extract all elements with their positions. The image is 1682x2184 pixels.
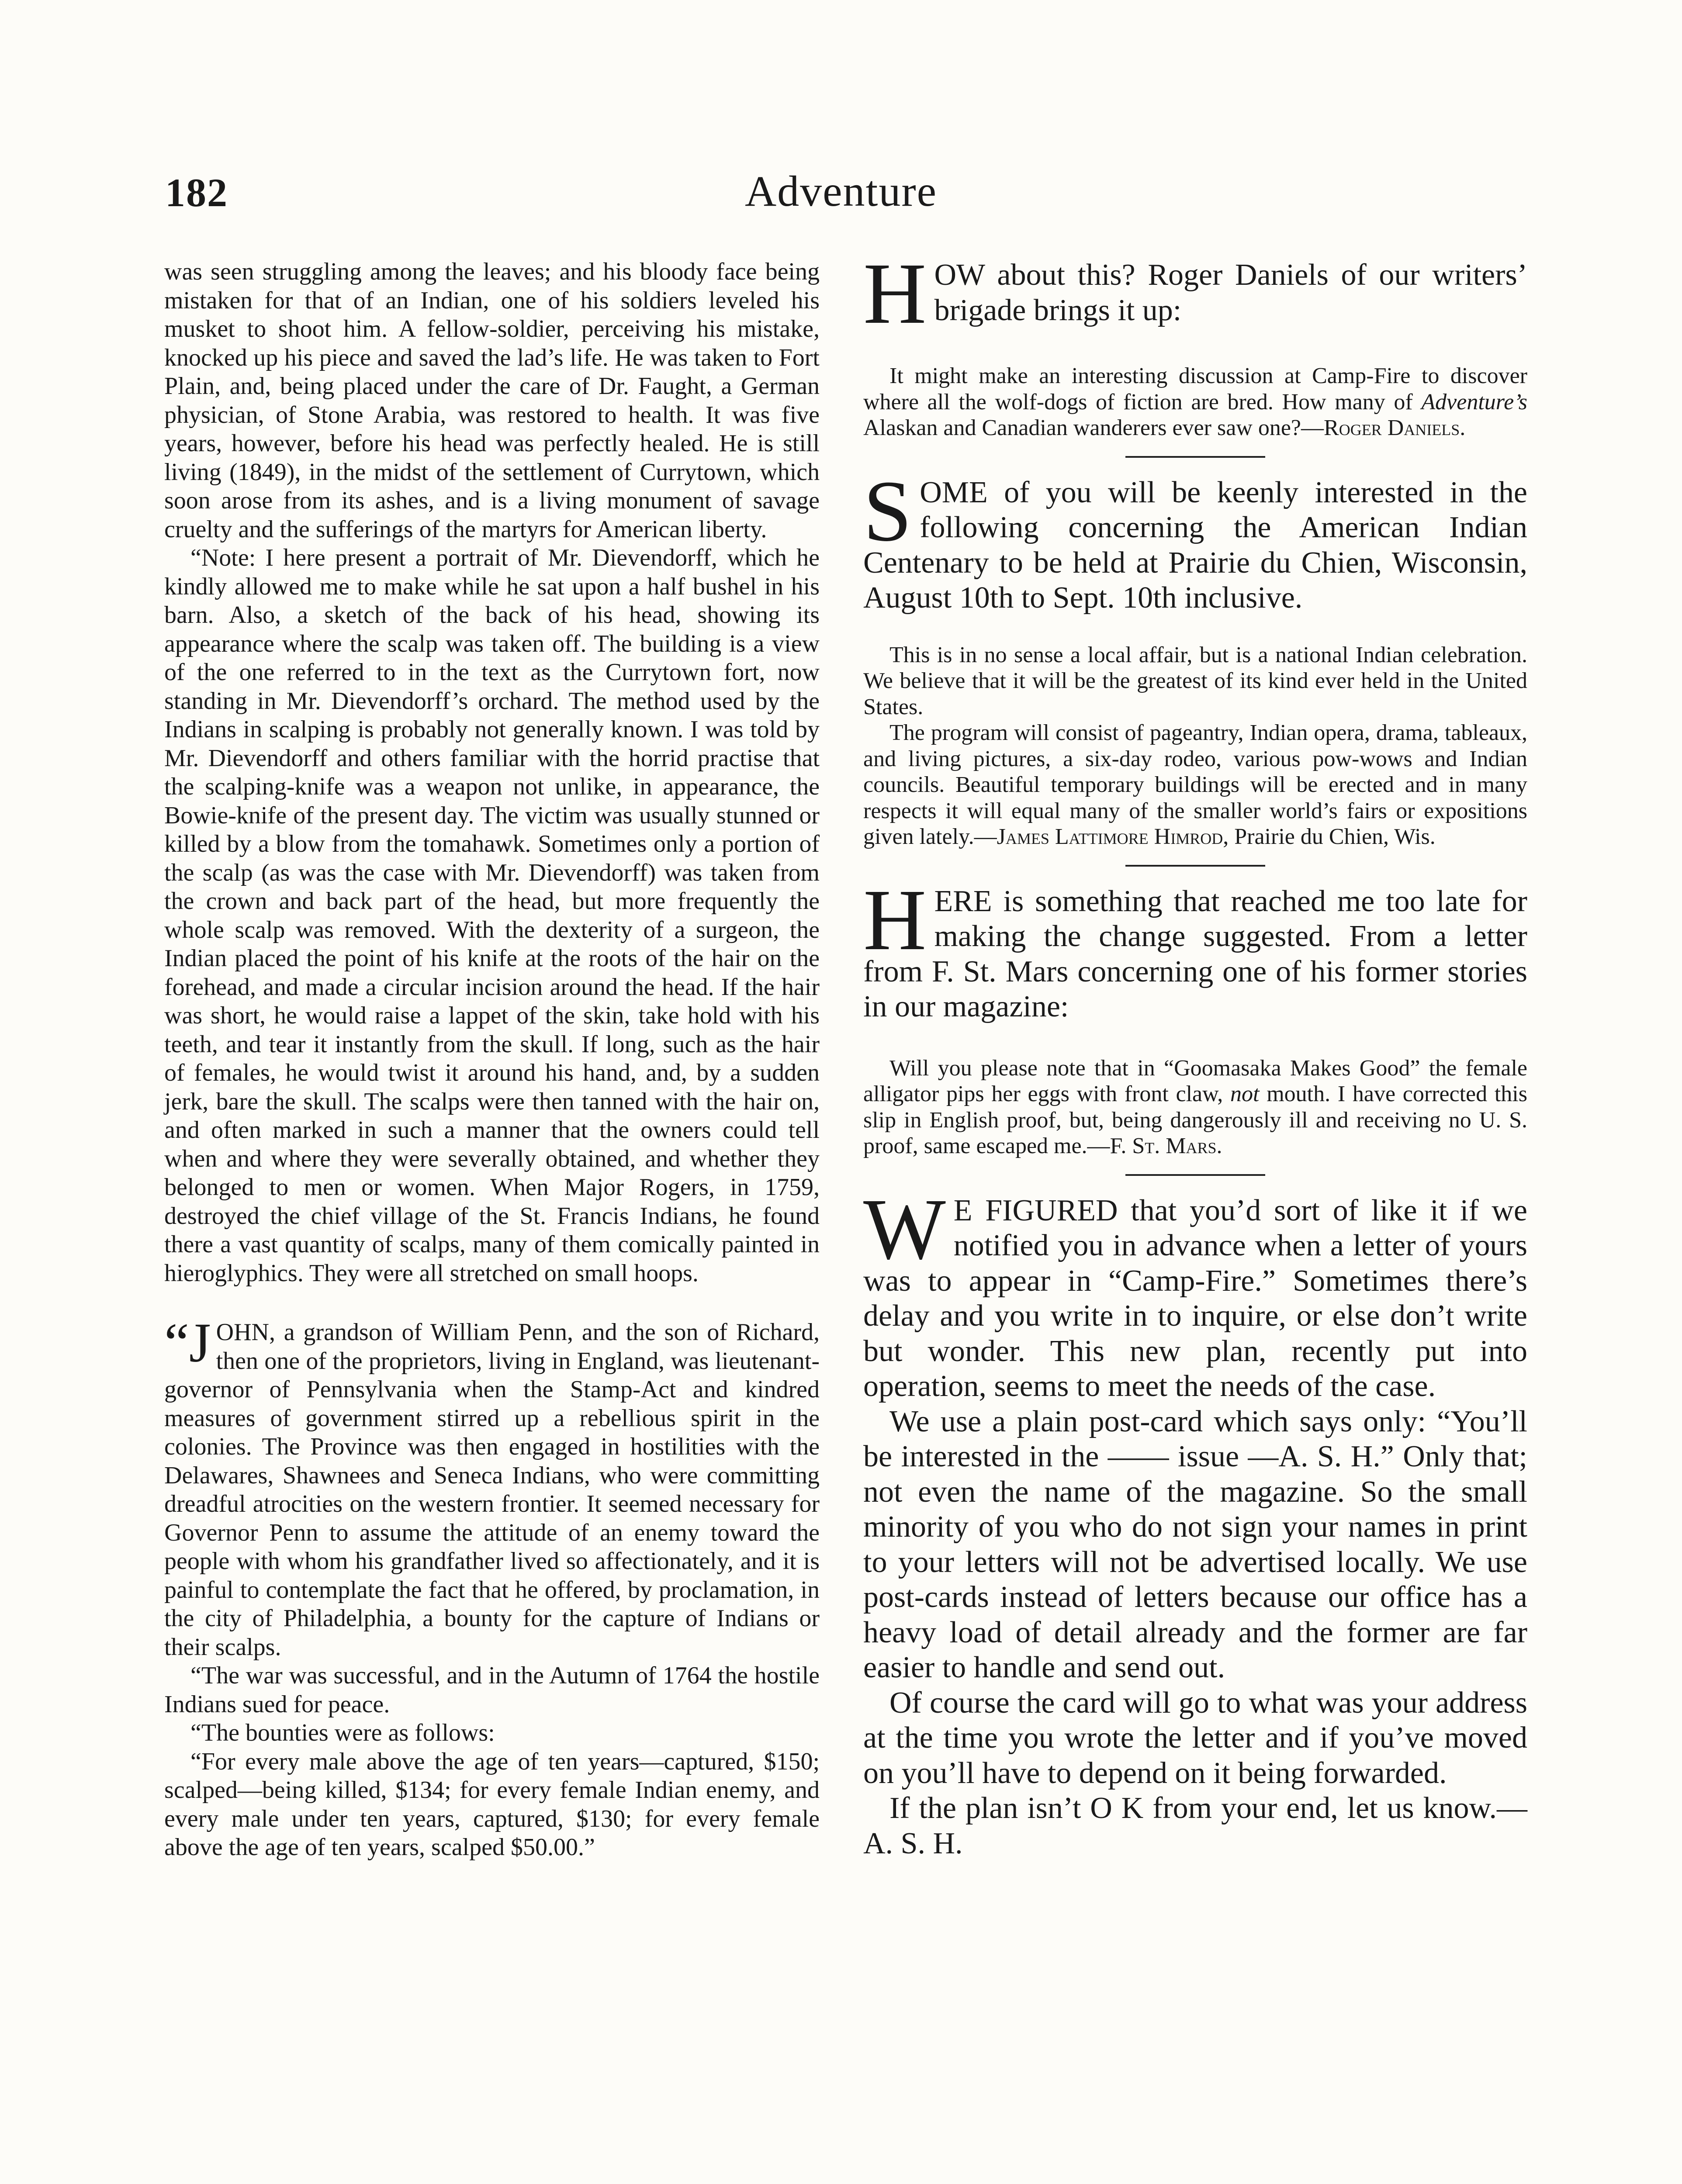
drop-cap: “J — [164, 1312, 211, 1374]
letter-quote — [863, 363, 1527, 441]
paragraph: “Note: I here present a portrait of Mr. Dievendorff, which he kindly allowed me to make while he sat upon a half bushel in his barn. Also, a sketch of the back of his head, showing its appearance where the scalp was taken off. The building is a view of the one referred to in the text as the Currytown fort, now standing in Mr. Dievendorff’s orchard. The method used by the Indians in scalping is probably not generally known. I was told by Mr. Dievendorff and others familiar with the horrid practise that the scalping-knife was a weapon not unlike, in appearance, the Bowie-knife of the present day. The victim was usually stunned or killed by a blow from the tomahawk. Sometimes only a portion of the scalp (as was the case with Mr. Dievendorff) was taken from the crown and back part of the head, but more frequently the whole scalp was removed. With the dexterity of a surgeon, the Indian placed the point of his knife at the roots of the hair on the forehead, and made a circular incision around the head. If the hair was short, he would raise a lappet of the skin, take hold with his teeth, and tear it instantly from the skull. If long, such as the hair of females, he would twist it around his hand, and, by a sudden jerk, bare the skull. The scalps were then tanned with the hair on, and often marked in such a manner that the owners could tell when and where they were severally obtained, and whether they belonged to men or women. When Major Rogers, in 1759, destroyed the chief village of the St. Francis Indians, he found there a vast quantity of scalps, many of them comically painted in hieroglyphics. They were all stretched on small hoops. — [164, 544, 820, 1287]
paragraph: “For every male above the age of ten years—captured, $150; scalped—being killed, $134; for every female Indian enemy, and every male under ten years, captured, $130; for every female above the age of ten years, scalped $50.00.” — [164, 1748, 820, 1861]
section-lead — [863, 1181, 1527, 1404]
quote-emphasis: not — [1230, 1082, 1260, 1106]
drop-cap: W — [863, 1181, 946, 1278]
paragraph: We use a plain post-card which says only: “You’ll be interested in the —— issue —A. S. H.” Only that; not even the name of the magazine. So the small minority of you who do not sign your names in print to your letters will not be advertised locally. We use post-cards instead of letters because our office has a heavy load of detail already and the former are far easier to handle and send out. — [863, 1404, 1527, 1684]
left-column — [164, 258, 820, 1862]
drop-cap: H — [863, 871, 927, 968]
section-lead — [863, 871, 1527, 1025]
running-head-title: Adventure — [744, 167, 938, 215]
section-divider — [1125, 456, 1265, 458]
right-column — [863, 245, 1527, 1861]
section-lead-text: OME of you will be keenly interested in the following concerning the American Indian Centenary to be held at Prairie du Chien, Wisconsin, August 10th to Sept. 10th inclusive. — [863, 475, 1527, 615]
letter-quote — [863, 642, 1527, 850]
paragraph: Of course the card will go to what was your address at the time you wrote the letter and if you’ve moved on you’ll have to depend on it being forwarded. — [863, 1686, 1527, 1790]
section-lead — [863, 463, 1527, 616]
paragraph: “The war was successful, and in the Autumn of 1764 the hostile Indians sued for peace. — [164, 1662, 820, 1718]
section-lead-text: OW about this? Roger Daniels of our writers’ brigade brings it up: — [934, 258, 1527, 327]
drop-cap: S — [863, 463, 912, 560]
paragraph: “The bounties were as follows: — [190, 1719, 495, 1746]
section-divider — [1125, 865, 1265, 867]
quote-text: The program will consist of pageantry, Indian opera, drama, tableaux, and living pictures, a six-day rodeo, various pow-wows and Indian councils. Beautiful temporary buildings will be erected and in many respects it will equal many of the smaller world’s fairs or expositions given lately.— — [863, 720, 1527, 849]
quote-emphasis: Adventure’s — [1421, 389, 1527, 415]
quote-signature: Roger Daniels. — [1324, 415, 1466, 440]
quote-text: Will you please note that in “Goomasaka Makes Good” the female alligator pips her eggs with front claw, — [863, 1055, 1527, 1106]
section-lead — [863, 245, 1527, 342]
paragraph: was seen struggling among the leaves; and his bloody face being mistaken for that of an Indian, one of his soldiers leveled his musket to shoot him. A fellow-soldier, perceiving his mistake, knocked up his piece and saved the lad’s life. He was taken to Fort Plain, and, being placed under the care of Dr. Faught, a German physician, of Stone Arabia, was restored to health. It was five years, however, before his head was perfectly healed. He is still living (1849), in the midst of the settlement of Currytown, which soon arose from its ashes, and is a living monument of savage cruelty and the sufferings of the martyrs for American liberty. — [164, 258, 820, 543]
quote-text: It might make an interesting discussion at Camp-Fire to discover where all the wolf-dogs of fiction are bred. How many of — [863, 363, 1527, 415]
paragraph: If the plan isn’t O K from your end, let us know.—A. S. H. — [863, 1791, 1527, 1860]
page-number: 182 — [165, 170, 228, 215]
section-divider — [1125, 1174, 1265, 1176]
quote-signature: F. St. Mars. — [1110, 1133, 1222, 1158]
section-lead-text: E FIGURED that you’d sort of like it if we notified you in advance when a letter of yours was to appear in “Camp-Fire.” Sometimes there’s delay and you write in to inquire, or else don’t write but wonder. This new plan, recently put into operation, seems to meet the needs of the case. — [863, 1193, 1527, 1403]
quote-text: Alaskan and Canadian wanderers ever saw one?— — [863, 415, 1324, 440]
paragraph — [164, 1312, 820, 1662]
section-lead-text: ERE is something that reached me too late for making the change suggested. From a letter from F. St. Mars concerning one of his former stories in our magazine: — [863, 884, 1527, 1023]
letter-quote — [863, 1055, 1527, 1159]
quote-text: This is in no sense a local affair, but is a national Indian celebration. We believe that it will be the greatest of its kind ever held in the United States. — [863, 642, 1527, 719]
quote-text: mouth. I have corrected this slip in English proof, but, being dangerously ill and receiving no U. S. proof, same escaped me.— — [863, 1082, 1527, 1158]
quote-signature: James Lattimore Himrod — [997, 824, 1223, 849]
drop-cap: H — [863, 245, 927, 342]
quote-text: , Prairie du Chien, Wis. — [1223, 824, 1436, 849]
paragraph-text: OHN, a grandson of William Penn, and the son of Richard, then one of the proprietors, living in England, was lieutenant-governor of Pennsylvania when the Stamp-Act and kindred measures of government stirred up a rebellious spirit in the colonies. The Province was then engaged in hostilities with the Delawares, Shawnees and Seneca Indians, who were committing dreadful atrocities on the western frontier. It seemed necessary for Governor Penn to assume the attitude of an enemy toward the people with whom his grandfather lived so affectionately, and it is painful to contemplate the fact that he offered, by proclamation, in the city of Philadelphia, a bounty for the capture of Indians or their scalps. — [164, 1319, 820, 1661]
